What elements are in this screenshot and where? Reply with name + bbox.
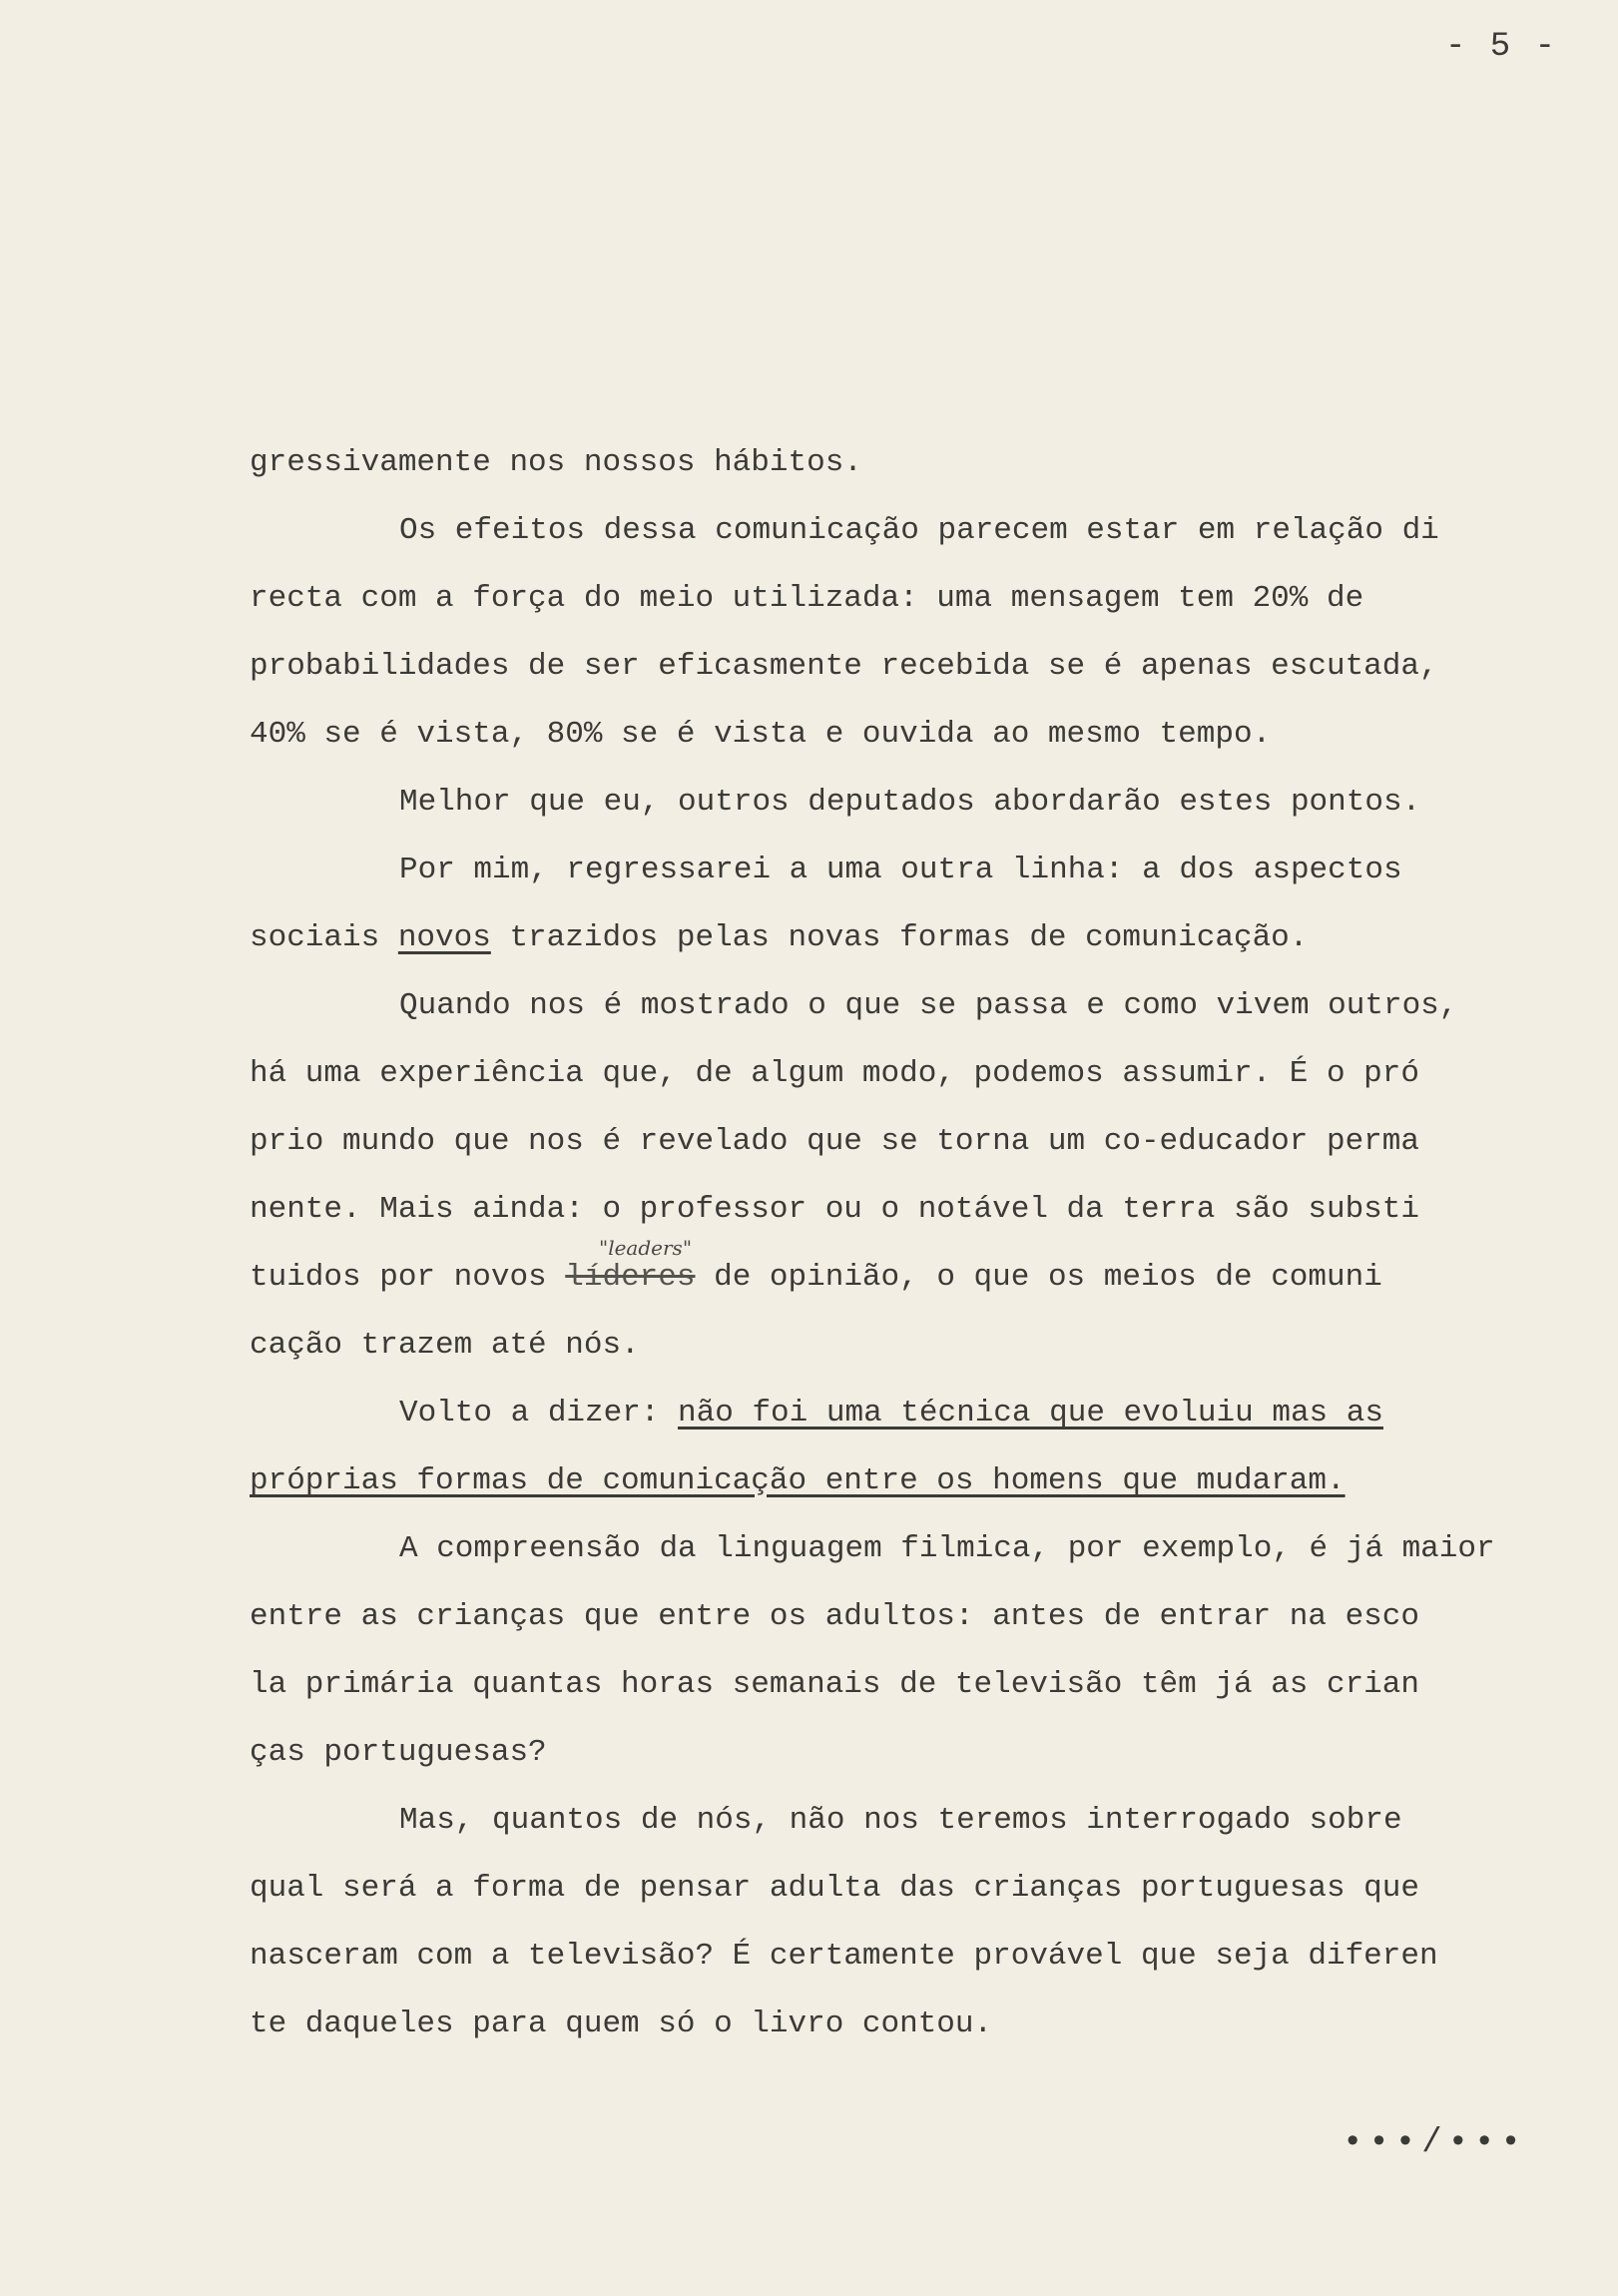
body-text: [250, 429, 1537, 2058]
text-line: la primária quantas horas semanais de televisão têm já as crian: [250, 1667, 1419, 1702]
underlined-word: novos: [397, 920, 491, 955]
underlined-passage: próprias formas de comunicação entre os homens que mudaram.: [250, 1463, 1346, 1498]
text-line: [250, 1447, 1537, 1515]
text-line: recta com a força do meio utilizada: uma mensagem tem 20% de: [250, 581, 1364, 616]
handwritten-annotation: "leaders": [599, 1236, 693, 1260]
text-line: gressivamente nos nossos hábitos.: [250, 445, 862, 480]
text-line: qual será a forma de pensar adulta das crianças portuguesas que: [250, 1871, 1419, 1906]
text-line: Por mim, regressarei a uma outra linha: a dos aspectos: [399, 853, 1402, 887]
text-line: cação trazem até nós.: [250, 1328, 640, 1363]
text-line: Melhor que eu, outros deputados abordarão estes pontos.: [399, 785, 1421, 820]
text-line: Quando nos é mostrado o que se passa e como vivem outros,: [399, 988, 1458, 1023]
text-line: Mas, quantos de nós, não nos teremos interrogado sobre: [399, 1803, 1402, 1838]
text-line: 40% se é vista, 80% se é vista e ouvida ao mesmo tempo.: [250, 717, 1272, 752]
text-line: Volto a dizer: não foi uma técnica que evoluiu mas as: [399, 1396, 1383, 1431]
text-line: entre as crianças que entre os adultos: antes de entrar na esco: [250, 1599, 1419, 1634]
text-line: probabilidades de ser eficasmente recebida se é apenas escutada,: [250, 649, 1438, 684]
underlined-passage: não foi uma técnica que evoluiu mas as: [678, 1396, 1383, 1431]
text-line: A compreensão da linguagem filmica, por exemplo, é já maior: [399, 1531, 1495, 1566]
text-line: há uma experiência que, de algum modo, podemos assumir. É o pró: [250, 1056, 1419, 1091]
continuation-mark: •••/•••: [1343, 2124, 1527, 2162]
text-line: prio mundo que nos é revelado que se torna um co-educador perma: [250, 1124, 1419, 1159]
text-line: te daqueles para quem só o livro contou.: [250, 2007, 993, 2041]
text-line: tuidos por novos líderes de opinião, o que os meios de comuni "leaders": [250, 1244, 1537, 1312]
struck-word: líderes: [565, 1260, 696, 1295]
text-line: ças portuguesas?: [250, 1735, 547, 1770]
text-line: nente. Mais ainda: o professor ou o notável da terra são substi: [250, 1192, 1419, 1227]
text-line: sociais novos trazidos pelas novas formas de comunicação.: [250, 920, 1309, 955]
text-line: Os efeitos dessa comunicação parecem estar em relação di: [399, 513, 1439, 548]
text-line: nasceram com a televisão? É certamente provável que seja diferen: [250, 1939, 1438, 1974]
page-number: - 5 -: [1445, 28, 1558, 66]
